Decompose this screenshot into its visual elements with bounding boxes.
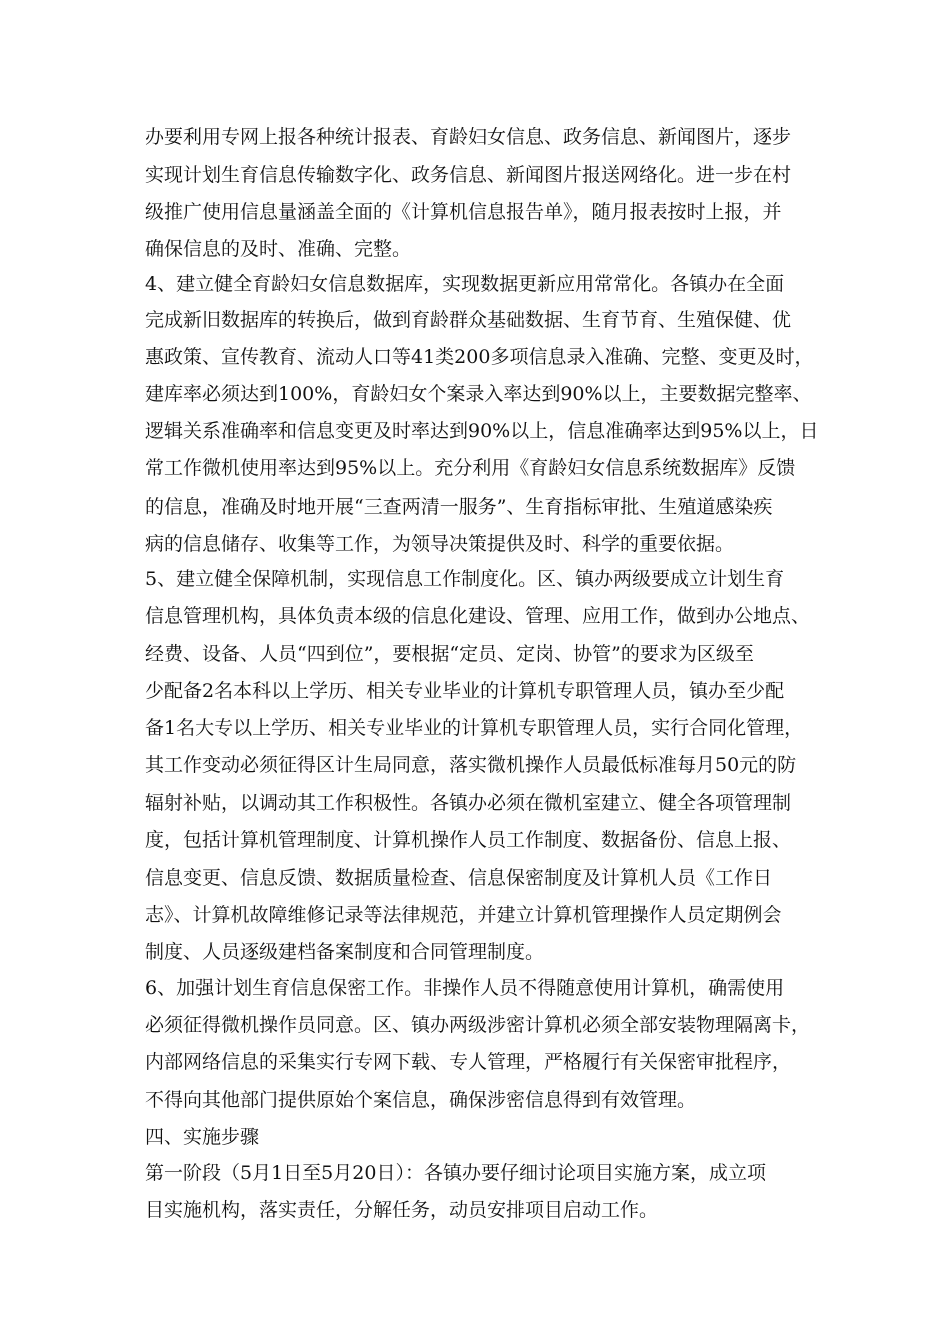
text-line: 信息变更、信息反馈、数据质量检查、信息保密制度及计算机人员《工作日 — [145, 867, 773, 889]
text-line: 级推广使用信息量涵盖全面的《计算机信息报告单》，随月报表按时上报，并 — [145, 201, 782, 223]
text-line: 必须征得微机操作员同意。区、镇办两级涉密计算机必须全部安装物理隔离卡， — [145, 1014, 811, 1036]
text-line: 建库率必须达到100%，育龄妇女个案录入率达到90%以上，主要数据完整率、 — [145, 383, 812, 405]
section-heading: 四、实施步骤 — [145, 1126, 260, 1148]
text-line: 志》、计算机故障维修记录等法律规范，并建立计算机管理操作人员定期例会 — [145, 904, 782, 926]
text-line: 完成新旧数据库的转换后，做到育龄群众基础数据、生育节育、生殖保健、优 — [145, 309, 792, 331]
text-line: 的信息，准确及时地开展“三查两清一服务”、生育指标审批、生殖道感染疾 — [145, 496, 773, 518]
text-line: 惠政策、宣传教育、流动人口等41类200多项信息录入准确、完整、变更及时， — [145, 346, 814, 368]
text-line: 目实施机构，落实责任，分解任务，动员安排项目启动工作。 — [145, 1199, 659, 1221]
text-line: 6、加强计划生育信息保密工作。非操作人员不得随意使用计算机，确需使用 — [145, 977, 785, 999]
text-line: 逻辑关系准确率和信息变更及时率达到90%以上，信息准确率达到95%以上，日 — [145, 420, 819, 442]
text-line: 备1名大专以上学历、相关专业毕业的计算机专职管理人员，实行合同化管理， — [145, 717, 804, 739]
text-line: 不得向其他部门提供原始个案信息，确保涉密信息得到有效管理。 — [145, 1089, 697, 1111]
text-line: 病的信息储存、收集等工作，为领导决策提供及时、科学的重要依据。 — [145, 533, 735, 555]
text-line: 4、建立健全育龄妇女信息数据库，实现数据更新应用常常化。各镇办在全面 — [145, 273, 785, 295]
text-line: 制度、人员逐级建档备案制度和合同管理制度。 — [145, 941, 545, 963]
text-line: 信息管理机构，具体负责本级的信息化建设、管理、应用工作，做到办公地点、 — [145, 605, 811, 627]
text-line: 少配备2名本科以上学历、相关专业毕业的计算机专职管理人员，镇办至少配 — [145, 680, 785, 702]
text-line: 辐射补贴，以调动其工作积极性。各镇办必须在微机室建立、健全各项管理制 — [145, 792, 792, 814]
text-line: 其工作变动必须征得区计生局同意，落实微机操作人员最低标准每月50元的防 — [145, 754, 797, 776]
text-line: 经费、设备、人员“四到位”，要根据“定员、定岗、协管”的要求为区级至 — [145, 643, 754, 665]
text-line: 确保信息的及时、准确、完整。 — [145, 238, 412, 260]
text-line: 度，包括计算机管理制度、计算机操作人员工作制度、数据备份、信息上报、 — [145, 829, 792, 851]
text-line: 内部网络信息的采集实行专网下载、专人管理，严格履行有关保密审批程序， — [145, 1051, 792, 1073]
text-line: 第一阶段（5月1日至5月20日）：各镇办要仔细讨论项目实施方案，成立项 — [145, 1162, 766, 1184]
text-line: 常工作微机使用率达到95%以上。充分利用《育龄妇女信息系统数据库》反馈 — [145, 457, 796, 479]
text-line: 实现计划生育信息传输数字化、政务信息、新闻图片报送网络化。进一步在村 — [145, 164, 792, 186]
text-line: 5、建立健全保障机制，实现信息工作制度化。区、镇办两级要成立计划生育 — [145, 568, 785, 590]
text-line: 办要利用专网上报各种统计报表、育龄妇女信息、政务信息、新闻图片，逐步 — [145, 126, 792, 148]
